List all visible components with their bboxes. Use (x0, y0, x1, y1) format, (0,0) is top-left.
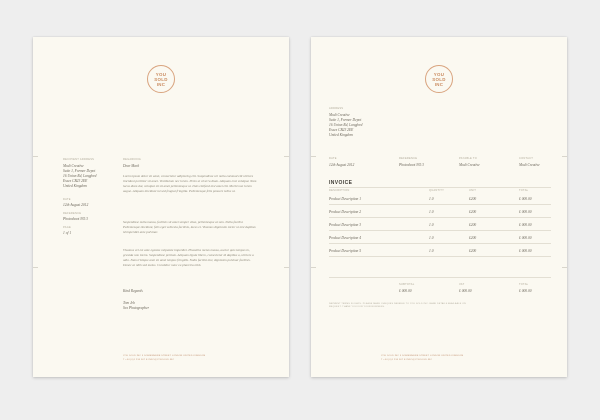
footer-address: YOU SOLD INC 5 SOMEWHERE STREET LONDON UNITED KINGDOM (381, 355, 464, 357)
subtotal-value: £ 000.00 (399, 289, 412, 293)
divider (329, 187, 551, 188)
recipient-line: Essex CB23 2EE (63, 179, 88, 183)
col-header-unit: UNIT (469, 189, 477, 192)
recipient-line: Suite 1, Former Depot (63, 169, 96, 173)
recipient-label: RECIPIENT ADDRESS (63, 158, 95, 161)
row-quantity: 1.0 (429, 236, 434, 240)
address-line: Essex CB23 2EE (329, 128, 354, 132)
vat-value: £ 000.00 (459, 289, 472, 293)
invoice-page (311, 37, 567, 377)
address-line: Modi Creative (329, 113, 350, 117)
row-divider (329, 217, 551, 218)
row-total: £ 000.00 (519, 197, 532, 201)
total-value: £ 000.00 (519, 289, 532, 293)
fold-mark (33, 267, 38, 268)
meta-label-date: DATE (329, 157, 337, 160)
letterhead-page (33, 37, 289, 377)
address-label: ADDRESS (329, 107, 344, 110)
row-divider (329, 243, 551, 244)
row-quantity: 1.0 (429, 210, 434, 214)
row-unit: £200 (469, 210, 477, 214)
reference-label: REFERENCE (63, 212, 82, 215)
row-unit: £200 (469, 223, 477, 227)
page-value: 1 of 1 (63, 231, 72, 235)
date-value: 12th August 2012 (63, 203, 89, 207)
meta-label-reference: REFERENCE (399, 157, 418, 160)
row-quantity: 1.0 (429, 197, 434, 201)
row-divider (329, 204, 551, 205)
fold-mark (33, 156, 38, 157)
letter-paragraph: Suspendisse nulla massa, facilisis sit amet semper vitae, pellentesque at sem. Nulla facilisi. Pellentesque tincidunt, felis eget vehicula facilisis, lacus et. Vivamus dignissim tortor ut nisi dapibus id imperdiet ante pulvinar. (123, 220, 256, 234)
regarding-label: REGARDING (123, 158, 141, 161)
row-total: £ 000.00 (519, 223, 532, 227)
fold-mark (311, 267, 316, 268)
reference-value: Photoshoot NO.3 (63, 217, 88, 221)
brand-logo: YOU SOLD INC (425, 65, 453, 93)
address-line: Suite 1, Former Depot (329, 118, 362, 122)
footer-contact: T +44 (0)1 234 567 E INFO@YOUSOLD.INC (123, 359, 175, 361)
row-quantity: 1.0 (429, 223, 434, 227)
col-header-quantity: QUANTITY (429, 189, 445, 192)
meta-value-contact: Modi Creative (519, 163, 540, 167)
subtotal-label: SUBTOTAL (399, 283, 415, 286)
brand-logo: YOU SOLD INC (147, 65, 175, 93)
divider (329, 277, 551, 278)
row-total: £ 000.00 (519, 236, 532, 240)
footer-address: YOU SOLD INC 5 SOMEWHERE STREET LONDON UNITED KINGDOM (123, 355, 206, 357)
row-description: Product Description 3 (329, 223, 362, 227)
row-unit: £200 (469, 249, 477, 253)
invoice-title: INVOICE (329, 180, 353, 186)
row-description: Product Description 1 (329, 197, 362, 201)
row-quantity: 1.0 (429, 249, 434, 253)
row-description: Product Description 2 (329, 210, 362, 214)
date-label: DATE (63, 198, 71, 201)
col-header-description: DESCRIPTION (329, 189, 350, 192)
meta-value-date: 12th August 2012 (329, 163, 355, 167)
vat-label: VAT (459, 283, 465, 286)
row-total: £ 000.00 (519, 249, 532, 253)
sender-role: Sex Photographer (123, 306, 150, 310)
signoff: Kind Regards (123, 289, 143, 293)
row-description: Product Description 5 (329, 249, 362, 253)
row-description: Product Description 4 (329, 236, 362, 240)
recipient-line: Modi Creative (63, 164, 84, 168)
recipient-line: United Kingdom (63, 184, 87, 188)
row-unit: £200 (469, 197, 477, 201)
letter-paragraph: Lorem ipsum dolor sit amet, consectetur adipiscing elit. Suspendisse vel nulla euismod elit ultrices tincidunt porttitor sit amet. Vestibulum nec lorem. Proin ut viverra diam. Aliquam erat volutpat. Nam lacus diam dui, volutpat sit sit amet pellentesque ut. Duis eleifend nisl amet elit. Morbi non lorem augue. Aliquam tincidunt mi sed feugiat fringilla. Pellentesque felis posuere tellus ut. (123, 174, 257, 193)
page-label: PAGE (63, 226, 72, 229)
row-divider (329, 256, 551, 257)
row-unit: £200 (469, 236, 477, 240)
letter-paragraph: Vivamus vel est ante egestas vulputate imperdiet. Phasellus metus massa, auctor quis tempus in, gravida non lorem. Suspendisse pretium. Aliquam ligula libero, consectetur id dapibus a, ultrices a odio. Nam tristique ante sit amet tempus fringilla. Nulla facilisi nisi, dignissim pulvinar facilisis. Donec at nibh sed metus. Curabitur nunc eu pharetra nibh. (123, 248, 254, 267)
fold-mark (562, 267, 567, 268)
fold-mark (284, 267, 289, 268)
recipient-line: 16 Union Rd, Langford (63, 174, 97, 178)
row-divider (329, 230, 551, 231)
payment-terms: PAYMENT TERMS 30 DAYS. PLEASE MAKE CHEQUES PAYABLE TO YOU SOLD INC. BANK DETAILS AVAILABLE ON REQUEST. THANK YOU FOR YOUR BUSINESS. (329, 303, 466, 309)
meta-label-payable: PAYABLE TO (459, 157, 477, 160)
col-header-total: TOTAL (519, 189, 529, 192)
salutation: Dear Mark (123, 164, 140, 168)
footer-contact: T +44 (0)1 234 567 E INFO@YOUSOLD.INC (381, 359, 433, 361)
fold-mark (284, 156, 289, 157)
fold-mark (311, 156, 316, 157)
meta-value-payable: Modi Creative (459, 163, 480, 167)
sender-name: Tom Jeb (123, 301, 135, 305)
address-line: 16 Union Rd, Langford (329, 123, 363, 127)
row-total: £ 000.00 (519, 210, 532, 214)
meta-label-contact: CONTACT (519, 157, 534, 160)
meta-value-reference: Photoshoot NO.3 (399, 163, 424, 167)
fold-mark (562, 156, 567, 157)
address-line: United Kingdom (329, 133, 353, 137)
total-label: TOTAL (519, 283, 529, 286)
